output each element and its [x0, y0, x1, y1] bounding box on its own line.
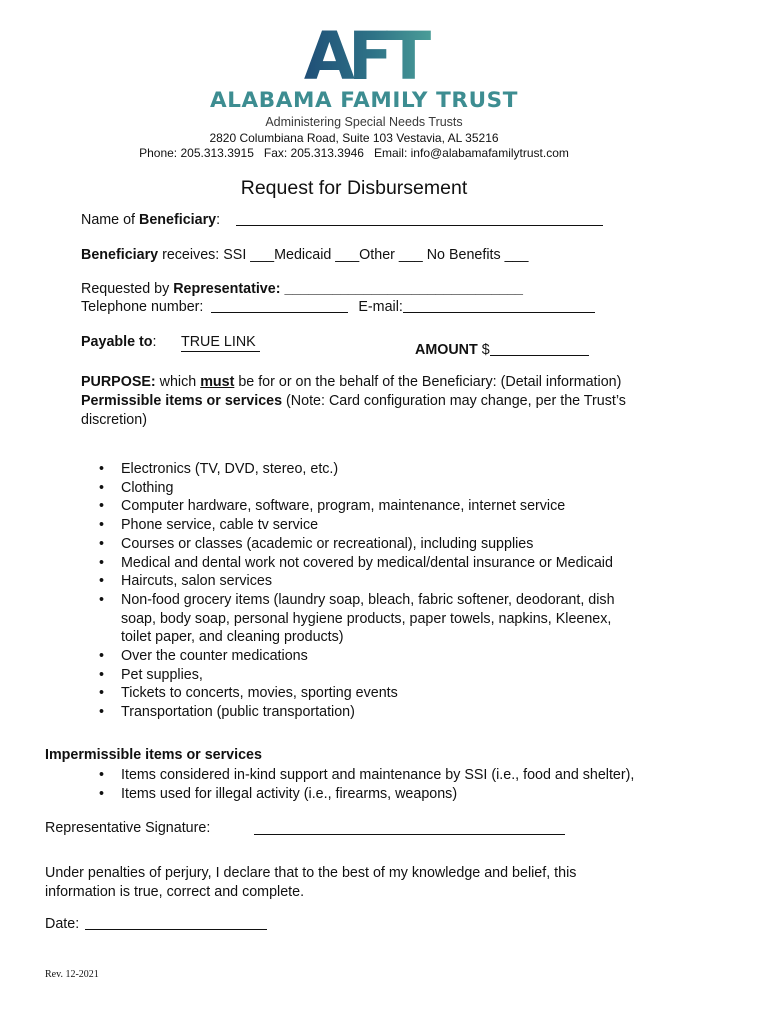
payable-row: Payable to:	[81, 334, 157, 350]
logo-lettering: AFT	[303, 22, 425, 84]
list-item: • Phone service, cable tv service	[81, 516, 621, 535]
email-label: E-mail:	[358, 299, 403, 315]
benefits-row: Beneficiary receives: SSI ___Medicaid ___Other ___ No Benefits ___	[81, 247, 529, 263]
list-item: • Transportation (public transportation)	[81, 703, 621, 722]
amount-label: AMOUNT	[415, 342, 478, 358]
aft-logo	[0, 22, 770, 84]
date-row	[45, 915, 267, 932]
signature-label: Representative Signature:	[45, 820, 211, 836]
permissible-items-list	[81, 460, 621, 722]
impermissible-heading: Impermissible items or services	[45, 747, 262, 763]
beneficiary-name-label: Name of Beneficiary:	[81, 212, 221, 228]
beneficiary-name-field[interactable]	[236, 211, 603, 226]
email-field[interactable]	[403, 298, 595, 313]
list-item: • Over the counter medications	[81, 647, 621, 666]
list-item: • Non-food grocery items (laundry soap, bleach, fabric softener, deodorant, dish soap, body soap, personal hygiene products, paper towels, napkins, Kleenex, toilet paper, and cleaning products)	[81, 591, 621, 647]
contact-info: Phone: 205.313.3915 Fax: 205.313.3946 Email: info@alabamafamilytrust.com	[139, 146, 569, 160]
list-item: • Courses or classes (academic or recreational), including supplies	[81, 535, 621, 554]
representative-field[interactable]: Representative: ______________________________	[173, 281, 523, 297]
purpose-paragraph: PURPOSE: which must be for or on the behalf of the Beneficiary: (Detail information) Permissible items or services (Note: Card configuration may change, per the Trust’s discretion)	[81, 374, 626, 428]
tagline: Administering Special Needs Trusts	[265, 115, 463, 129]
payable-label: Payable to	[81, 334, 153, 350]
form-title: Request for Disbursement	[240, 177, 468, 199]
list-item: • Clothing	[81, 479, 621, 498]
signature-field[interactable]	[254, 820, 565, 835]
revision-note: Rev. 12-2021	[45, 969, 99, 980]
impermissible-items-list	[81, 766, 721, 803]
list-item: • Items considered in-kind support and maintenance by SSI (i.e., food and shelter),	[81, 766, 721, 785]
list-item: • Medical and dental work not covered by medical/dental insurance or Medicaid	[81, 554, 621, 573]
list-item: • Pet supplies,	[81, 666, 621, 685]
declaration-text: Under penalties of perjury, I declare that to the best of my knowledge and belief, this information is true, correct and complete.	[45, 865, 577, 900]
list-item: • Computer hardware, software, program, maintenance, internet service	[81, 497, 621, 516]
list-item: • Haircuts, salon services	[81, 572, 621, 591]
payable-underline	[181, 351, 260, 352]
amount-field[interactable]	[490, 341, 589, 356]
list-item: • Items used for illegal activity (i.e., firearms, weapons)	[81, 785, 721, 804]
address: 2820 Columbiana Road, Suite 103 Vestavia, AL 35216	[209, 131, 499, 145]
telephone-email-row	[81, 298, 595, 315]
date-field[interactable]	[85, 915, 267, 930]
benefits-options[interactable]: receives: SSI ___Medicaid ___Other ___ No Benefits ___	[158, 247, 529, 263]
organization-name: ALABAMA FAMILY TRUST	[209, 88, 518, 113]
telephone-field[interactable]	[211, 298, 348, 313]
telephone-label: Telephone number:	[81, 299, 204, 315]
date-label: Date:	[45, 916, 80, 932]
list-item: • Tickets to concerts, movies, sporting events	[81, 684, 621, 703]
beneficiary-name-row	[81, 211, 603, 228]
amount-row: AMOUNT $	[415, 341, 589, 358]
representative-row: Requested by Representative: ______________________________	[81, 281, 523, 297]
payable-value[interactable]: TRUE LINK	[181, 334, 256, 350]
list-item: • Electronics (TV, DVD, stereo, etc.)	[81, 460, 621, 479]
